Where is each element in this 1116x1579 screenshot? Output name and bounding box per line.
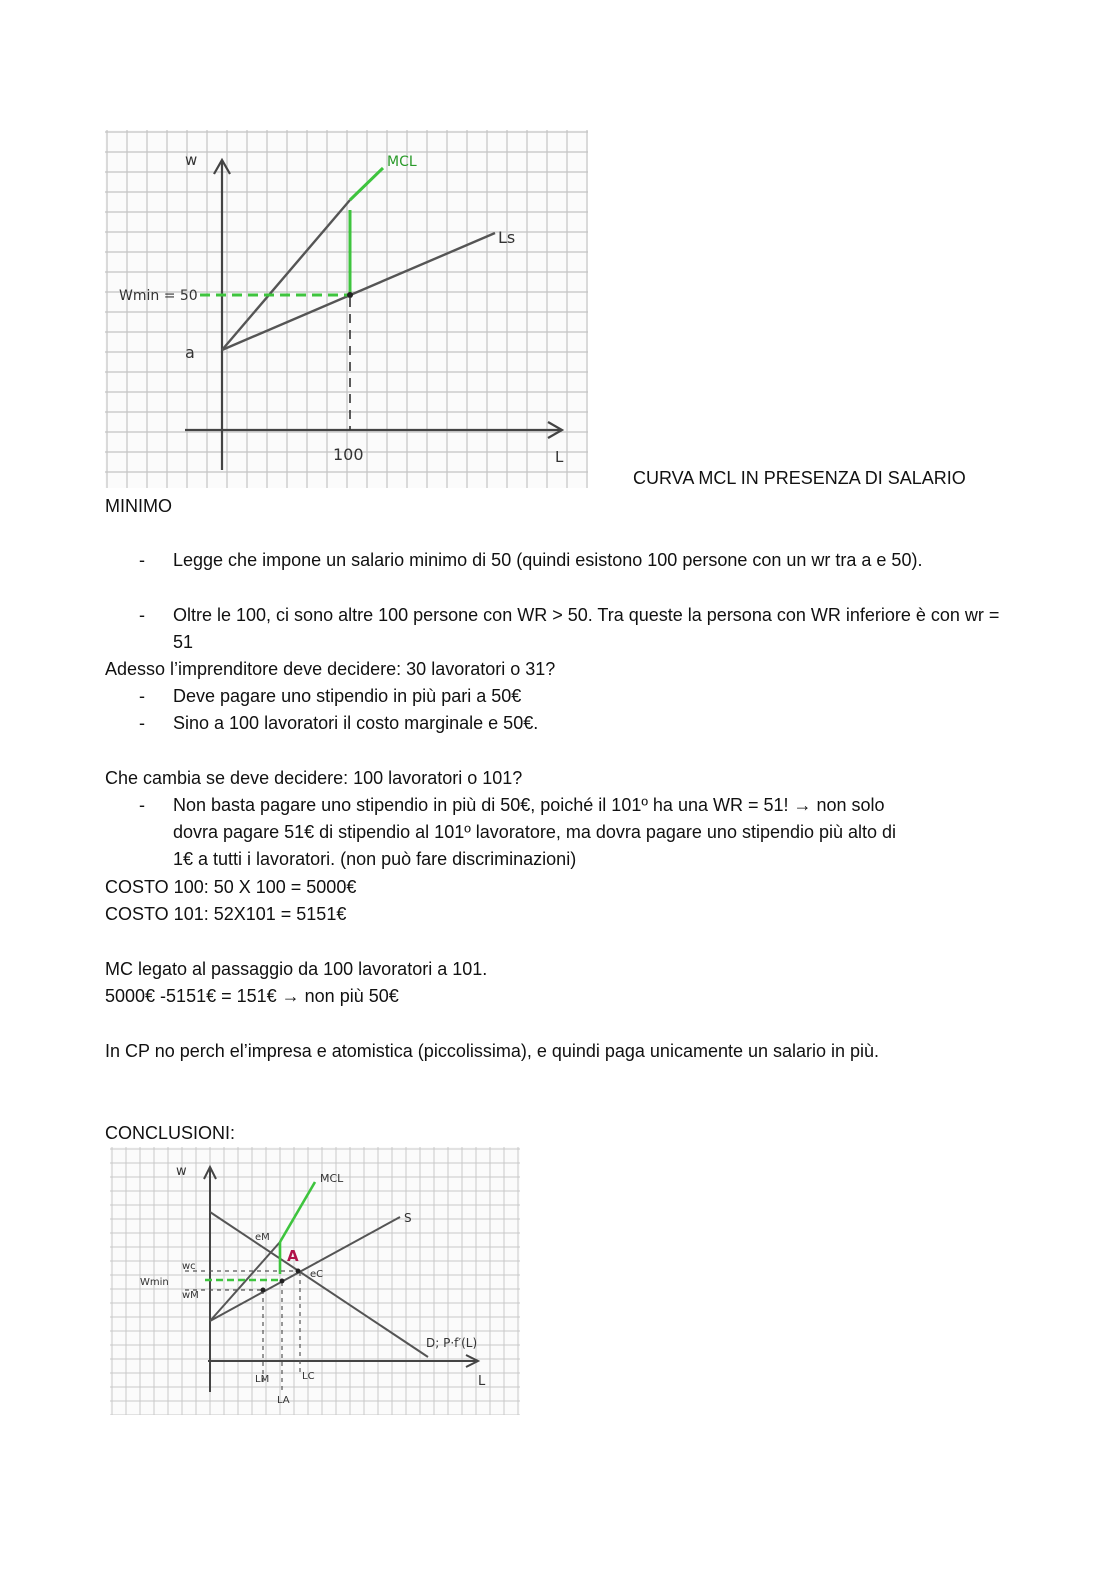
graph-conclusioni [110,1147,520,1415]
conclusioni-heading: CONCLUSIONI: [105,1123,236,1143]
g2-lc-label: LC [302,1371,315,1382]
bullet-text: Deve pagare uno stipendio in più pari a 50€ [173,686,522,706]
bullet-text-line1: Non basta pagare uno stipendio in più di 50€, poiché il 101º ha una WR = 51! → non solo [173,795,885,815]
bullet-dash: - [139,713,145,733]
bullet-item [139,710,1009,737]
cp-paragraph: In CP no perch el’impresa e atomistica (piccolissima), e quindi paga unicamente un salario in più. [105,1041,880,1061]
g2-point-ec-label: eC [310,1269,324,1280]
g2-la-label: LA [277,1395,290,1406]
graph-mcl-minimum-wage [105,130,588,488]
mcl-curve [210,1242,280,1321]
bullet-dash: - [139,605,145,625]
bullet-text-line2: dovra pagare 51€ di stipendio al 101º lavoratore, ma dovra pagare uno stipendio più alto di [173,822,897,842]
bullet-text-line3: 1€ a tutti i lavoratori. (non può fare discriminazioni) [173,849,577,869]
bullet-dash: - [139,550,145,570]
g1-mcl-label: MCL [387,154,417,170]
g2-axis-y-label: w [176,1164,187,1179]
paragraph-che-cambia: Che cambia se deve decidere: 100 lavoratori o 101? [105,768,523,788]
g1-axis-y-label: w [185,151,198,169]
g2-wm-label: wM [182,1290,199,1301]
g1-axis-x-label: L [555,448,564,466]
graph-conclusioni-svg [110,1147,520,1415]
costo-100: COSTO 100: 50 X 100 = 5000€ [105,877,357,897]
mc-line2: 5000€ -5151€ = 151€ → non più 50€ [105,986,399,1006]
g2-point-em-label: eM [255,1232,270,1243]
costo-101: COSTO 101: 52X101 = 5151€ [105,904,347,924]
point-em-dot [261,1288,266,1293]
bullet-item [139,547,1009,601]
g1-ls-label: Ls [498,228,516,247]
bullet-item [139,602,1009,656]
mcl-curve [222,200,350,350]
g2-mcl-label: MCL [320,1172,344,1185]
minimum-wage-point [347,292,353,298]
bullet-dash: - [139,686,145,706]
g1-intercept-label: a [185,343,195,362]
graph1-caption-line1: CURVA MCL IN PRESENZA DI SALARIO [633,468,966,488]
g2-point-a-label: A [287,1247,299,1265]
graph-mcl-svg [105,130,588,488]
g2-lm-label: LM [255,1374,270,1385]
g2-wc-label: wc [182,1261,196,1272]
bullet-item [139,683,1009,710]
paragraph-imprenditore: Adesso l’imprenditore deve decidere: 30 lavoratori o 31? [105,659,556,679]
bullet-text: Sino a 100 lavoratori il costo marginale e 50€. [173,713,539,733]
g2-s-label: S [404,1211,412,1225]
g2-axis-x-label: L [478,1374,486,1389]
bullet-dash: - [139,795,145,815]
bullet-item [139,792,1014,873]
bullet-text: Oltre le 100, ci sono altre 100 persone con WR > 50. Tra queste la persona con WR inferiore è con wr = 51 [173,605,1000,652]
g2-demand-label: D; P·f′(L) [426,1336,478,1350]
g1-wmin-label: Wmin = 50 [119,288,198,304]
bullet-text: Legge che impone un salario minimo di 50 (quindi esistono 100 persone con un wr tra a e 50). [173,550,923,570]
point-ec-dot [296,1269,301,1274]
mc-line1: MC legato al passaggio da 100 lavoratori a 101. [105,959,488,979]
graph1-caption-line2: MINIMO [105,496,172,516]
point-a-dot [280,1279,285,1284]
g2-wmin-label: Wmin [140,1277,169,1288]
g1-x-tick-100: 100 [333,445,364,464]
